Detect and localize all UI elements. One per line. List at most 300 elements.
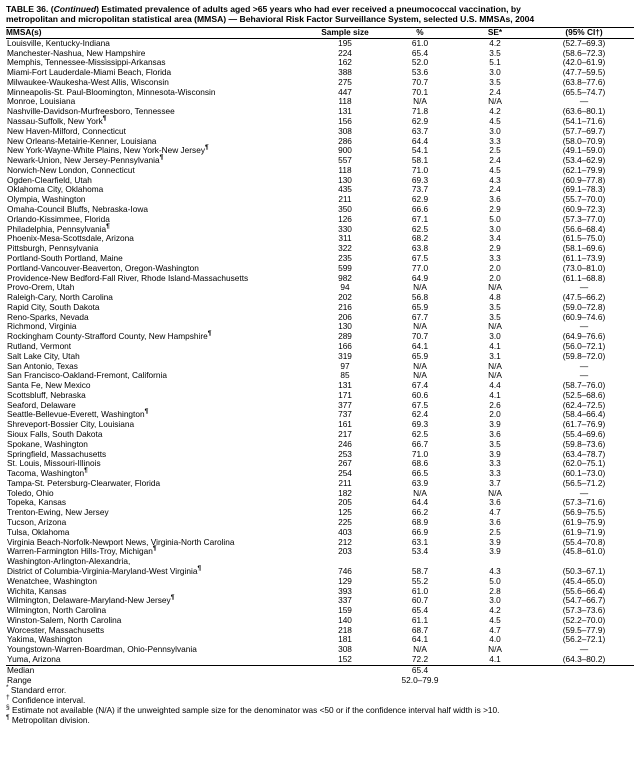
cell-se: 4.5 [489,164,501,175]
cell-sample-size: 330 [338,223,352,234]
summary-blank [456,665,534,675]
cell-mmsa: San Francisco-Oakland-Fremont, California [7,370,168,381]
cell-percent: 67.5 [411,399,429,410]
cell-se: 2.8 [489,585,501,596]
cell-ci: (61.1–73.9) [562,252,606,263]
cell-mmsa: Tampa-St. Petersburg-Clearwater, Florida [7,477,161,488]
cell-se: 3.0 [489,125,501,136]
table-row [6,391,634,401]
table-row [6,313,634,323]
table-row [6,577,634,587]
cell-ci: (56.0–72.1) [562,340,606,351]
cell-mmsa: Wenatchee, Washington [7,575,97,586]
cell-sample-size: 195 [338,37,352,48]
cell-percent: 61.1 [411,614,429,625]
cell-mmsa: Toledo, Ohio [7,487,54,498]
cell-ci: (58.1–69.6) [562,243,606,254]
cell-sample-size: 131 [338,106,352,117]
cell-se: 4.2 [489,37,501,48]
summary-blank [306,665,384,675]
table-row [6,645,634,655]
table-row [6,342,634,352]
column-header-sample-size: Sample size [306,27,384,38]
table-title-line2: metropolitan and micropolitan statistical area (MMSA) — Behavioral Risk Factor Surveillance System, selected U.S. MMSAs, 2004 [6,14,535,25]
cell-sample-size: 982 [338,272,352,283]
cell-ci: (47.7–59.5) [562,67,606,78]
cell-ci: (56.5–71.2) [562,477,606,488]
cell-ci: (59.5–77.9) [562,624,606,635]
cell-ci: (60.9–72.3) [562,204,606,215]
cell-percent: 52.0 [411,57,429,68]
cell-ci: — [579,96,589,107]
cell-mmsa: Nassau-Suffolk, New York¶ [7,115,107,126]
cell-ci: (61.9–75.9) [562,517,606,528]
cell-mmsa: Tucson, Arizona [7,517,67,528]
cell-sample-size: 275 [338,76,352,87]
table-row [6,626,634,636]
cell-ci: (45.8–61.0) [562,546,606,557]
cell-ci: (47.5–66.2) [562,292,606,303]
cell-sample-size: 218 [338,624,352,635]
cell-percent: 53.6 [411,67,429,78]
cell-percent: 54.1 [411,145,429,156]
cell-se: 2.5 [489,526,501,537]
summary-label: Range [7,674,32,685]
cell-mmsa: Newark-Union, New Jersey-Pennsylvania¶ [7,154,164,166]
cell-ci: (53.4–62.9) [562,155,606,166]
cell-sample-size: 97 [340,360,350,371]
cell-se: 2.9 [489,243,501,254]
cell-mmsa: Louisville, Kentucky-Indiana [7,37,110,48]
cell-percent: 77.0 [411,262,429,273]
cell-percent: 69.3 [411,419,429,430]
cell-sample-size: 377 [338,399,352,410]
table-row [6,381,634,391]
cell-ci: — [579,360,589,371]
cell-se: 5.0 [489,213,501,224]
cell-sample-size: 125 [338,507,352,518]
cell-percent: 58.1 [411,155,429,166]
cell-percent: 62.5 [411,223,429,234]
cell-se: 4.5 [489,614,501,625]
cell-ci: (60.9–74.6) [562,311,606,322]
cell-sample-size: 900 [338,145,352,156]
cell-sample-size: 337 [338,595,352,606]
cell-ci: (57.7–69.7) [562,125,606,136]
cell-percent: N/A [413,360,427,371]
table-row [6,479,634,489]
cell-mmsa: Yakima, Washington [7,634,83,645]
cell-ci: (61.1–68.8) [562,272,606,283]
table-row [6,508,634,518]
cell-se: 2.9 [489,204,501,215]
column-header-mmsa: MMSA(s) [6,27,306,38]
cell-ci: — [579,321,589,332]
cell-ci: (60.1–73.0) [562,468,606,479]
cell-mmsa: Philadelphia, Pennsylvania¶ [7,222,110,234]
table-row [6,567,634,577]
cell-sample-size: 211 [338,477,352,488]
cell-percent: 66.9 [411,526,429,537]
cell-sample-size: 308 [338,125,352,136]
cell-percent: 65.4 [411,605,429,616]
table-footnotes [6,686,634,726]
cell-mmsa: Virginia Beach-Norfolk-Newport News, Virginia-North Carolina [7,536,235,547]
cell-mmsa: Salt Lake City, Utah [7,350,80,361]
cell-sample-size: 126 [338,213,352,224]
cell-mmsa: New York-Wayne-White Plains, New York-New Jersey¶ [7,144,209,156]
cell-ci: — [579,644,589,655]
cell-mmsa: Rapid City, South Dakota [7,301,100,312]
summary-row [6,665,634,675]
cell-ci: (49.1–59.0) [562,145,606,156]
cell-ci: (69.1–78.3) [562,184,606,195]
cell-sample-size: 140 [338,614,352,625]
cell-se: 2.0 [489,409,501,420]
cell-se: 3.9 [489,448,501,459]
cell-ci: (62.4–72.5) [562,399,606,410]
cell-mmsa: Sioux Falls, South Dakota [7,429,103,439]
cell-percent: 65.9 [411,350,429,361]
summary-value: 65.4 [384,665,456,675]
cell-percent: 66.6 [411,204,429,215]
cell-percent: 64.9 [411,272,429,283]
cell-sample-size: 393 [338,585,352,596]
cell-mmsa: Wilmington, Delaware-Maryland-New Jersey¶ [7,594,175,606]
cell-mmsa: District of Columbia-Virginia-Maryland-West Virginia¶ [7,565,202,576]
cell-mmsa: Rutland, Vermont [7,340,72,351]
cell-se: 4.1 [489,340,501,351]
cell-ci: (57.3–73.6) [562,605,606,616]
cell-se: 4.1 [489,653,501,664]
cell-mmsa: Orlando-Kissimmee, Florida [7,213,110,224]
cell-percent: 65.4 [411,47,429,58]
cell-mmsa: Minneapolis-St. Paul-Bloomington, Minnesota-Wisconsin [7,86,216,97]
cell-se: 4.4 [489,380,501,391]
cell-percent: 67.5 [411,252,429,263]
cell-se: 4.1 [489,389,501,400]
cell-mmsa: Providence-New Bedford-Fall River, Rhode Island-Massachusetts [7,272,249,283]
cell-ci: — [579,282,589,293]
cell-percent: 61.0 [411,585,429,596]
cell-se: 4.0 [489,634,501,645]
cell-percent: 67.7 [411,311,429,322]
cell-ci: (54.1–71.6) [562,116,606,126]
cell-mmsa: New Orleans-Metairie-Kenner, Louisiana [7,135,157,146]
table-row [6,489,634,499]
cell-mmsa: Washington-Arlington-Alexandria, [7,556,131,567]
cell-se: 3.3 [489,252,501,263]
table-header-row [6,27,634,38]
cell-ci: (52.5–68.6) [562,389,606,400]
cell-percent: 66.2 [411,507,429,518]
cell-mmsa: Shreveport-Bossier City, Louisiana [7,419,135,430]
cell-se: 3.1 [489,350,501,361]
cell-mmsa: St. Louis, Missouri-Illinois [7,458,101,469]
cell-mmsa: Worcester, Massachusetts [7,624,105,635]
cell-ci: (73.0–81.0) [562,262,606,273]
cell-se: 2.4 [489,184,501,195]
cell-sample-size: 737 [338,409,352,420]
cell-mmsa: Nashville-Davidson-Murfreesboro, Tennessee [7,106,175,117]
cell-se: 3.0 [489,331,501,342]
cell-se: 3.5 [489,76,501,87]
cell-sample-size: 152 [338,653,352,664]
cell-mmsa: Spokane, Washington [7,438,88,449]
cell-mmsa: Warren-Farmington Hills-Troy, Michigan¶ [7,545,157,557]
cell-ci: (56.6–68.4) [562,223,606,234]
cell-sample-size: 319 [338,350,352,361]
table-row [6,352,634,362]
cell-percent: 58.7 [411,565,429,576]
column-header-percent: % [384,27,456,38]
cell-percent: 64.1 [411,340,429,351]
cell-ci: (63.8–77.6) [562,76,606,87]
cell-mmsa: Trenton-Ewing, New Jersey [7,507,109,518]
cell-mmsa: Scottsbluff, Nebraska [7,389,86,400]
cell-sample-size: 447 [338,86,352,97]
cell-sample-size: 129 [338,575,352,586]
cell-percent: 63.8 [411,243,429,254]
cell-sample-size: 557 [338,155,352,166]
cell-se: 3.7 [489,477,501,488]
summary-value: 52.0–79.9 [401,674,439,685]
cell-sample-size: 156 [338,116,352,126]
table-row [6,371,634,381]
cell-sample-size: 211 [338,194,352,205]
cell-percent: N/A [413,370,427,381]
table-row [6,38,634,48]
cell-sample-size: 130 [338,174,352,185]
cell-sample-size: 246 [338,438,352,449]
cell-sample-size: 403 [338,526,352,537]
summary-row [6,676,634,686]
table-title-line1: TABLE 36. (Continued) Estimated prevalence of adults aged >65 years who had ever received a pneumococcal vaccination, by [6,4,521,14]
summary-blank [456,676,534,686]
cell-sample-size: 350 [338,204,352,215]
cell-percent: N/A [413,487,427,498]
cell-percent: 62.9 [411,194,429,205]
cell-percent: 67.1 [411,213,429,224]
cell-mmsa: Tulsa, Oklahoma [7,526,70,537]
cell-percent: 70.1 [411,86,429,97]
prevalence-table [6,27,634,685]
table-row [6,166,634,176]
cell-mmsa: Miami-Fort Lauderdale-Miami Beach, Florida [7,67,172,78]
table-row [6,430,634,440]
cell-se: 2.0 [489,272,501,283]
cell-percent: 68.6 [411,458,429,469]
cell-percent: 66.7 [411,438,429,449]
table-row [6,274,634,284]
cell-sample-size: 202 [338,292,352,303]
cell-se: 3.3 [489,458,501,469]
cell-ci: (59.0–72.8) [562,301,606,312]
cell-percent: 65.9 [411,301,429,312]
table-row [6,185,634,195]
cell-mmsa: Milwaukee-Waukesha-West Allis, Wisconsin [7,76,169,87]
cell-se: 2.5 [489,145,501,156]
cell-ci: (55.7–70.0) [562,194,606,205]
cell-percent: N/A [413,644,427,655]
cell-sample-size: 162 [338,57,352,68]
cell-percent: N/A [413,282,427,293]
cell-ci: (58.6–72.3) [562,47,606,58]
summary-blank [306,676,384,686]
column-header-ci: (95% CI†) [534,27,634,38]
cell-mmsa: Youngstown-Warren-Boardman, Ohio-Pennsylvania [7,644,197,655]
cell-ci: (58.4–66.4) [562,409,606,420]
cell-sample-size: 253 [338,448,352,459]
table-row [6,88,634,98]
cell-sample-size: 308 [338,644,352,655]
cell-se: 4.3 [489,174,501,185]
cell-sample-size: 322 [338,243,352,254]
cell-mmsa: San Antonio, Texas [7,360,78,371]
cell-ci: (50.3–67.1) [562,565,606,576]
cell-se: 3.9 [489,419,501,430]
cell-sample-size: 289 [338,331,352,342]
cell-se: N/A [488,282,502,293]
cell-sample-size: 85 [340,370,350,381]
cell-mmsa: Olympia, Washington [7,194,86,205]
cell-mmsa: Wichita, Kansas [7,585,67,596]
cell-ci: (61.5–75.0) [562,233,606,244]
cell-percent: 62.4 [411,409,429,420]
cell-ci: (59.8–73.6) [562,438,606,449]
cell-percent: 68.9 [411,517,429,528]
cell-sample-size: 212 [338,536,352,547]
cell-percent: 64.4 [411,135,429,146]
cell-se: 4.7 [489,624,501,635]
cell-se: 2.4 [489,86,501,97]
cell-ci: (54.7–66.7) [562,595,606,606]
cell-mmsa: Richmond, Virginia [7,321,77,332]
cell-ci: — [579,370,589,381]
cell-se: 4.2 [489,605,501,616]
cell-sample-size: 217 [338,429,352,439]
cell-ci: (52.2–70.0) [562,614,606,625]
cell-se: 4.3 [489,565,501,576]
cell-se: N/A [488,370,502,381]
cell-mmsa: Memphis, Tennessee-Mississippi-Arkansas [7,57,166,68]
cell-sample-size: 225 [338,517,352,528]
cell-sample-size: 235 [338,252,352,263]
cell-sample-size: 435 [338,184,352,195]
cell-mmsa: Portland-Vancouver-Beaverton, Oregon-Washington [7,262,199,273]
cell-se: 5.1 [489,57,501,68]
cell-percent: 62.5 [411,429,429,439]
cell-percent: 66.5 [411,468,429,479]
cell-ci: (56.2–72.1) [562,634,606,645]
cell-se: N/A [488,321,502,332]
cell-ci: (65.5–74.7) [562,86,606,97]
cell-percent: 53.4 [411,546,429,557]
cell-ci: (55.4–69.6) [562,429,606,439]
cell-ci: (64.3–80.2) [562,653,606,664]
cell-percent: 71.0 [411,448,429,459]
cell-se: 5.0 [489,575,501,586]
cell-mmsa: Wilmington, North Carolina [7,605,107,616]
cell-ci: (59.8–72.0) [562,350,606,361]
cell-percent: 63.1 [411,536,429,547]
footnote: * Standard error. [6,684,67,696]
cell-sample-size: 267 [338,458,352,469]
cell-sample-size: 118 [338,96,352,107]
cell-sample-size: 171 [338,389,352,400]
cell-se: 4.7 [489,507,501,518]
cell-mmsa: Springfield, Massachusetts [7,448,107,459]
cell-ci: (42.0–61.9) [562,57,606,68]
cell-percent: 61.0 [411,37,429,48]
cell-mmsa: Seaford, Delaware [7,399,76,410]
cell-se: 4.8 [489,292,501,303]
cell-ci: (64.9–76.6) [562,331,606,342]
cell-se: 3.0 [489,595,501,606]
table-row [6,655,634,665]
cell-se: 3.3 [489,468,501,479]
cell-sample-size: 130 [338,321,352,332]
cell-se: 4.5 [489,116,501,126]
cell-mmsa: Portland-South Portland, Maine [7,252,123,263]
cell-mmsa: Monroe, Louisiana [7,96,76,107]
cell-se: N/A [488,644,502,655]
cell-ci: (56.9–75.5) [562,507,606,518]
cell-se: 3.3 [489,135,501,146]
cell-se: 3.6 [489,429,501,439]
cell-sample-size: 203 [338,546,352,557]
table-row [6,332,634,342]
cell-percent: 62.9 [411,116,429,126]
cell-mmsa: New Haven-Milford, Connecticut [7,125,126,136]
cell-sample-size: 286 [338,135,352,146]
cell-percent: 56.8 [411,292,429,303]
cell-sample-size: 181 [338,634,352,645]
table-row [6,518,634,528]
cell-percent: N/A [413,321,427,332]
cell-percent: N/A [413,96,427,107]
cell-ci: (58.0–70.9) [562,135,606,146]
cell-mmsa: Phoenix-Mesa-Scottsdale, Arizona [7,233,134,244]
cell-mmsa: Rockingham County-Strafford County, New Hampshire¶ [7,330,212,342]
cell-percent: 55.2 [411,575,429,586]
cell-mmsa: Manchester-Nashua, New Hampshire [7,47,146,58]
cell-sample-size: 746 [338,565,352,576]
table-row [6,293,634,303]
cell-percent: 64.4 [411,497,429,508]
cell-mmsa: Topeka, Kansas [7,497,67,508]
cell-percent: 70.7 [411,331,429,342]
cell-se: 3.9 [489,536,501,547]
summary-label: Median [6,665,306,675]
table-row [6,234,634,244]
table-body [6,38,634,685]
cell-sample-size: 224 [338,47,352,58]
cell-se: 2.0 [489,262,501,273]
cell-se: 2.6 [489,399,501,410]
cell-mmsa: Omaha-Council Bluffs, Nebraska-Iowa [7,204,148,215]
cell-se: 3.0 [489,67,501,78]
table-title [6,4,634,25]
cell-ci: (61.9–71.9) [562,526,606,537]
cell-se: 3.9 [489,546,501,557]
cell-sample-size: 94 [340,282,350,293]
cell-ci: (45.4–65.0) [562,575,606,586]
cell-mmsa: Raleigh-Cary, North Carolina [7,292,113,303]
cell-se: 3.4 [489,233,501,244]
cell-mmsa: Provo-Orem, Utah [7,282,75,293]
cell-sample-size: 118 [338,164,352,175]
